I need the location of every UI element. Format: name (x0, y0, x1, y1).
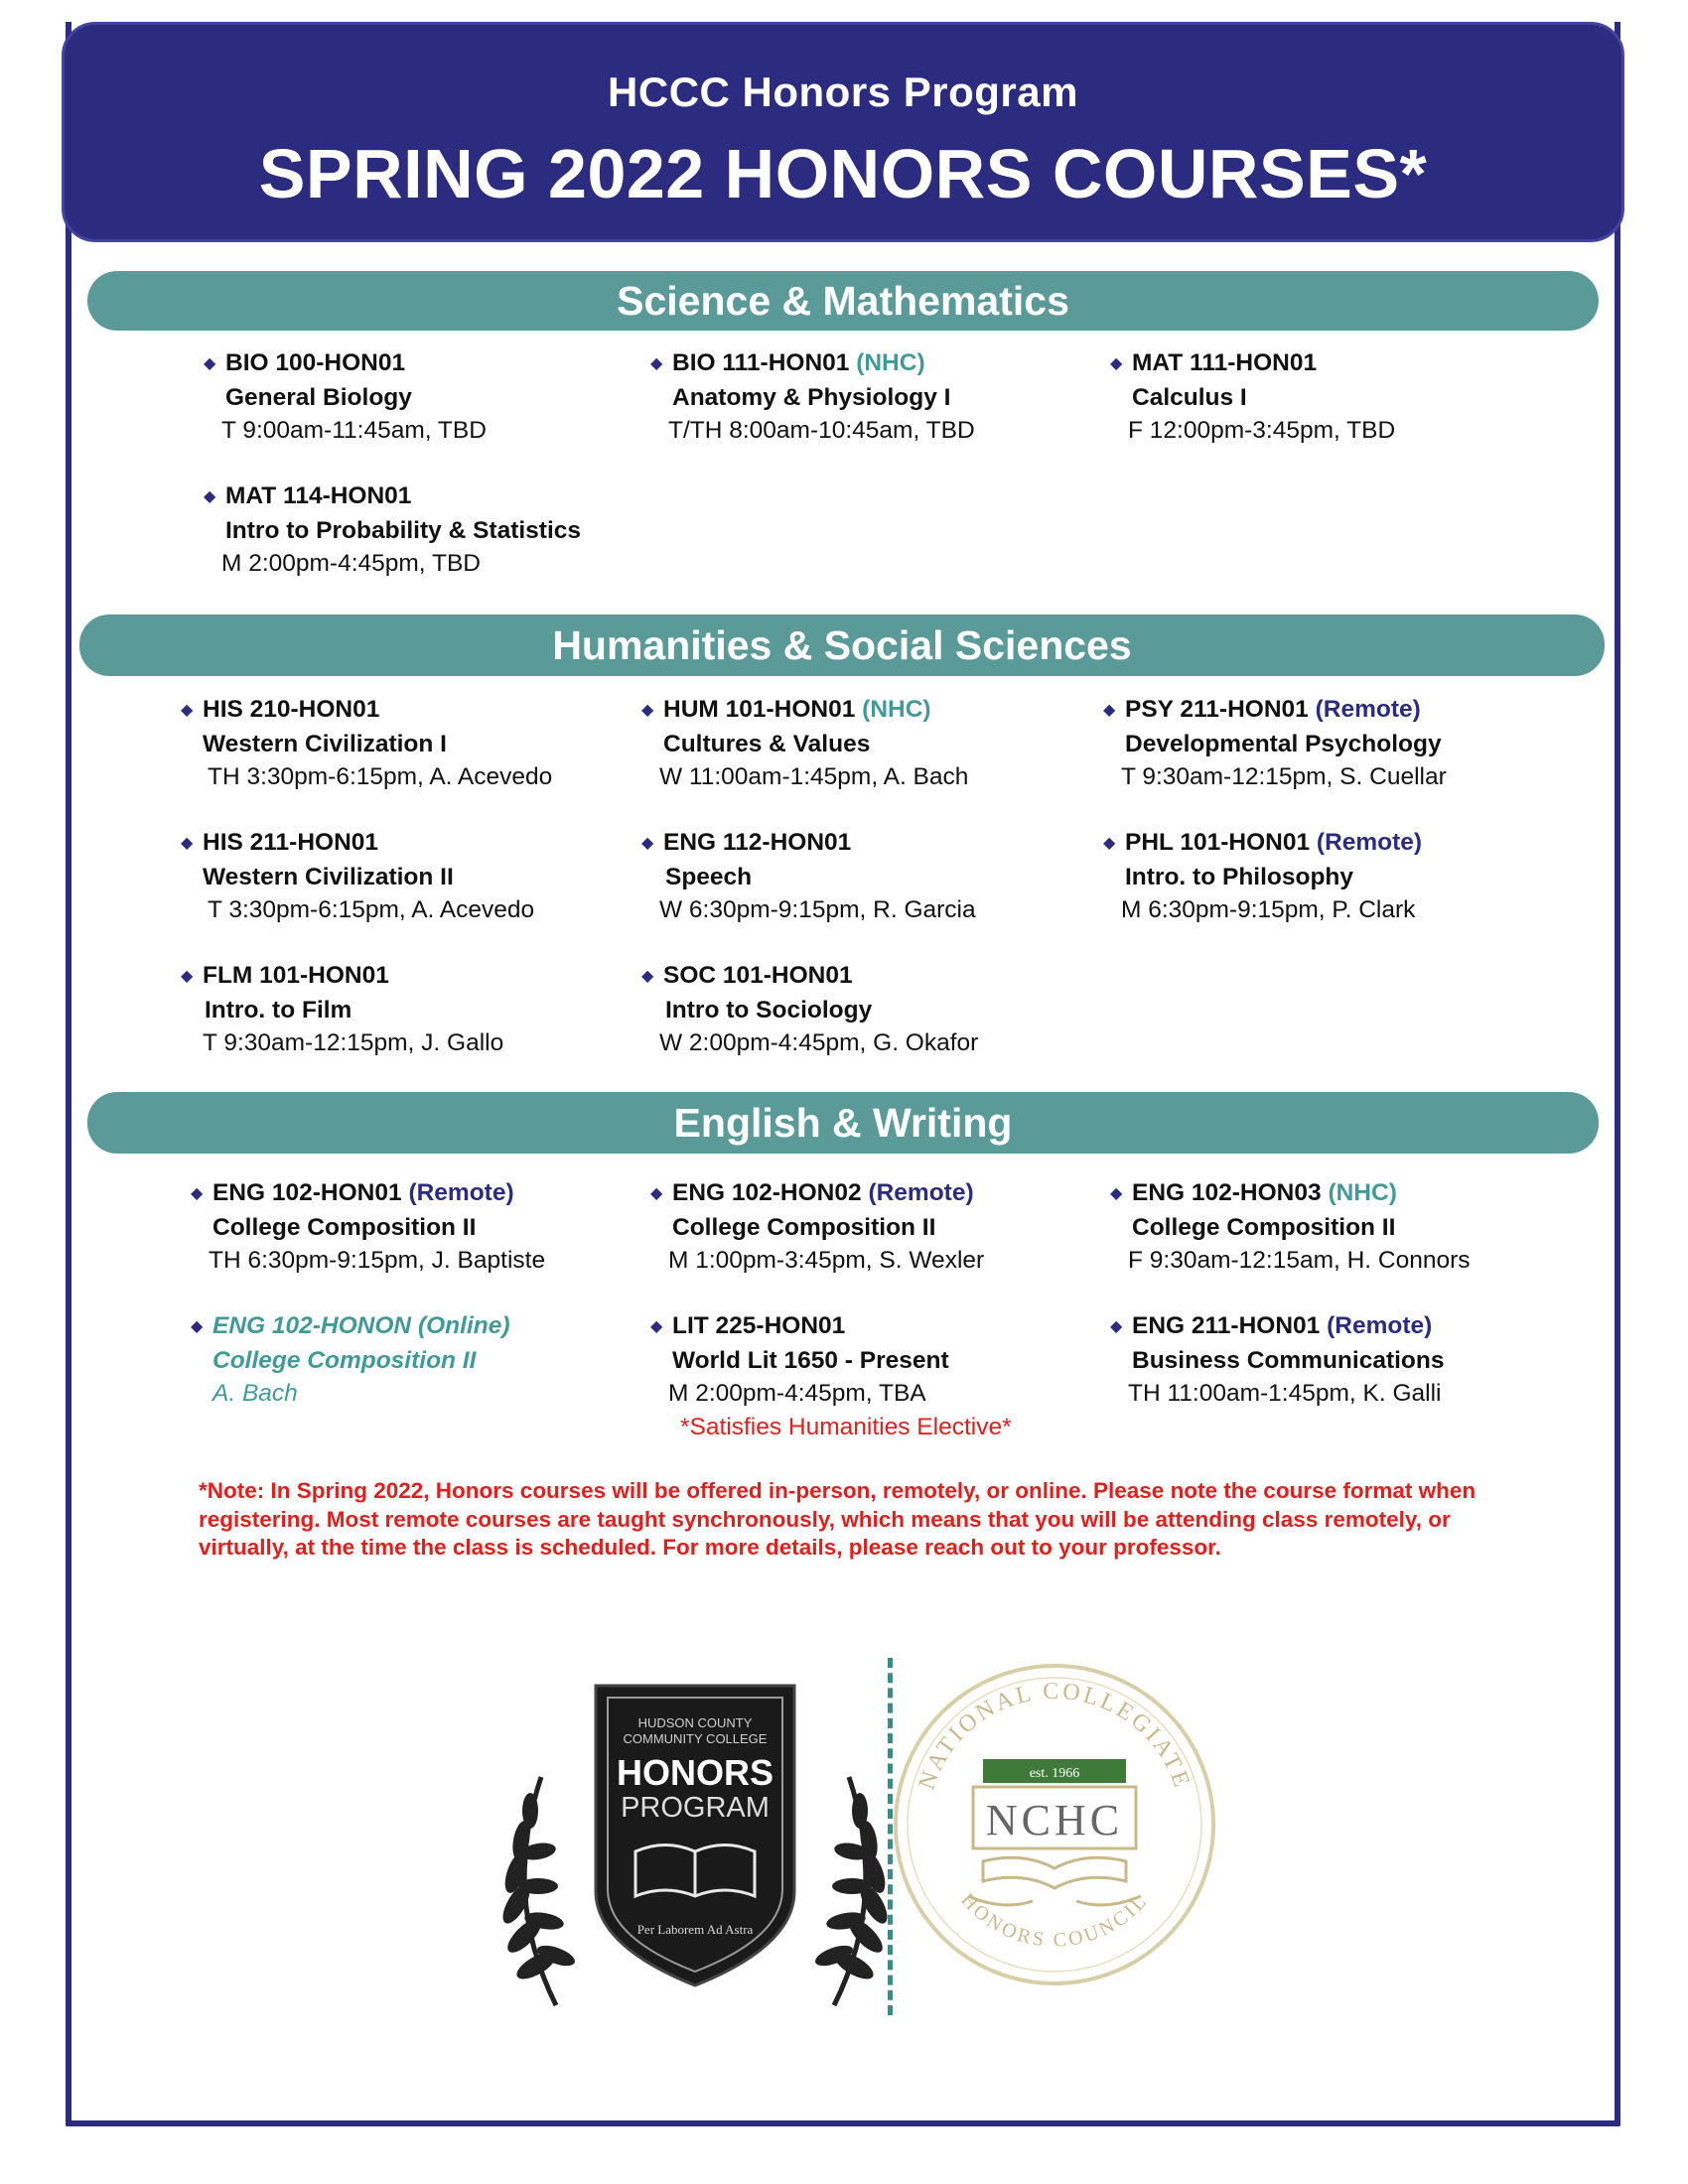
svg-text:HONORS COUNCIL: HONORS COUNCIL (956, 1888, 1153, 1952)
svg-text:COMMUNITY COLLEGE: COMMUNITY COLLEGE (623, 1731, 768, 1746)
diamond-bullet-icon: ◆ (181, 968, 194, 985)
course-hum101: ◆ HUM 101-HON01 (NHC) Cultures & Values W 11:00am-1:45pm, A. Bach (641, 696, 969, 790)
diamond-bullet-icon: ◆ (1110, 355, 1123, 372)
course-eng211: ◆ ENG 211-HON01 (Remote) Business Communications TH 11:00am-1:45pm, K. Galli (1110, 1312, 1445, 1407)
course-eng102-hon03: ◆ ENG 102-HON03 (NHC) College Composition II F 9:30am-12:15am, H. Connors (1110, 1179, 1471, 1274)
course-mat114: ◆ MAT 114-HON01 Intro to Probability & Statistics M 2:00pm-4:45pm, TBD (204, 482, 582, 577)
course-mat111: ◆ MAT 111-HON01 Calculus I F 12:00pm-3:45pm, TBD (1110, 349, 1396, 444)
course-phl101: ◆ PHL 101-HON01 (Remote) Intro. to Philosophy M 6:30pm-9:15pm, P. Clark (1103, 829, 1423, 923)
section-header-science: Science & Mathematics (87, 271, 1599, 331)
diamond-bullet-icon: ◆ (1103, 835, 1116, 852)
diamond-bullet-icon: ◆ (191, 1318, 204, 1335)
nchc-seal-icon (896, 1666, 1213, 1983)
logos-area (0, 1648, 1688, 2015)
course-lit225: ◆ LIT 225-HON01 World Lit 1650 - Present M 2:00pm-4:45pm, TBA *Satisfies Humanities Elective* (650, 1309, 1087, 1443)
course-soc101: ◆ SOC 101-HON01 Intro to Sociology W 2:00pm-4:45pm, G. Okafor (641, 962, 979, 1056)
section-header-humanities: Humanities & Social Sciences (79, 614, 1605, 676)
diamond-bullet-icon: ◆ (1110, 1318, 1123, 1335)
diamond-bullet-icon: ◆ (641, 835, 654, 852)
course-eng102-honon: ◆ ENG 102-HONON (Online) College Composition II A. Bach (191, 1312, 510, 1407)
svg-text:Per Laborem Ad Astra: Per Laborem Ad Astra (636, 1922, 754, 1937)
page-title: SPRING 2022 HONORS COURSES* (258, 135, 1428, 212)
course-his210: ◆ HIS 210-HON01 Western Civilization I TH 3:30pm-6:15pm, A. Acevedo (181, 696, 553, 790)
course-bio100: ◆ BIO 100-HON01 General Biology T 9:00am-11:45am, TBD (204, 349, 487, 444)
hccc-shield-icon (596, 1686, 794, 1985)
section-header-english: English & Writing (87, 1092, 1599, 1154)
course-his211: ◆ HIS 211-HON01 Western Civilization II T 3:30pm-6:15pm, A. Acevedo (181, 829, 535, 923)
humanities-elective-note: *Satisfies Humanities Elective* (680, 1413, 1012, 1440)
diamond-bullet-icon: ◆ (641, 968, 654, 985)
svg-text:NATIONAL COLLEGIATE: NATIONAL COLLEGIATE (914, 1678, 1196, 1794)
diamond-bullet-icon: ◆ (191, 1185, 204, 1202)
svg-text:HONORS: HONORS (616, 1752, 774, 1793)
svg-text:PROGRAM: PROGRAM (621, 1792, 770, 1824)
format-note: *Note: In Spring 2022, Honors courses will be offered in-person, remotely, or online. Please note the course format when registering. Most remote courses are taught synchronously, which means that you will be attending class remotely, or virtually, at the time the class is scheduled. For more details, please reach out to your professor. (199, 1478, 1477, 1560)
course-eng102-hon01: ◆ ENG 102-HON01 (Remote) College Composition II TH 6:30pm-9:15pm, J. Baptiste (191, 1179, 546, 1274)
logos-svg (0, 1648, 1688, 2015)
diamond-bullet-icon: ◆ (650, 355, 663, 372)
svg-text:NCHC: NCHC (985, 1796, 1124, 1844)
svg-text:est. 1966: est. 1966 (1029, 1766, 1080, 1781)
diamond-bullet-icon: ◆ (204, 488, 216, 505)
diamond-bullet-icon: ◆ (1110, 1185, 1123, 1202)
page-header (62, 22, 1624, 242)
diamond-bullet-icon: ◆ (650, 1318, 663, 1335)
course-eng102-hon02: ◆ ENG 102-HON02 (Remote) College Composition II M 1:00pm-3:45pm, S. Wexler (650, 1179, 985, 1274)
course-psy211: ◆ PSY 211-HON01 (Remote) Developmental Psychology T 9:30am-12:15pm, S. Cuellar (1103, 696, 1447, 790)
program-name: HCCC Honors Program (608, 68, 1078, 115)
dashed-divider (888, 1658, 893, 2015)
course-flm101: ◆ FLM 101-HON01 Intro. to Film T 9:30am-12:15pm, J. Gallo (181, 962, 504, 1056)
course-eng112: ◆ ENG 112-HON01 Speech W 6:30pm-9:15pm, R. Garcia (641, 829, 976, 923)
diamond-bullet-icon: ◆ (1103, 702, 1116, 719)
course-bio111: ◆ BIO 111-HON01 (NHC) Anatomy & Physiology I T/TH 8:00am-10:45am, TBD (650, 349, 975, 444)
diamond-bullet-icon: ◆ (650, 1185, 663, 1202)
diamond-bullet-icon: ◆ (204, 355, 216, 372)
diamond-bullet-icon: ◆ (181, 702, 194, 719)
svg-text:HUDSON COUNTY: HUDSON COUNTY (637, 1715, 753, 1730)
diamond-bullet-icon: ◆ (181, 835, 194, 852)
diamond-bullet-icon: ◆ (641, 702, 654, 719)
